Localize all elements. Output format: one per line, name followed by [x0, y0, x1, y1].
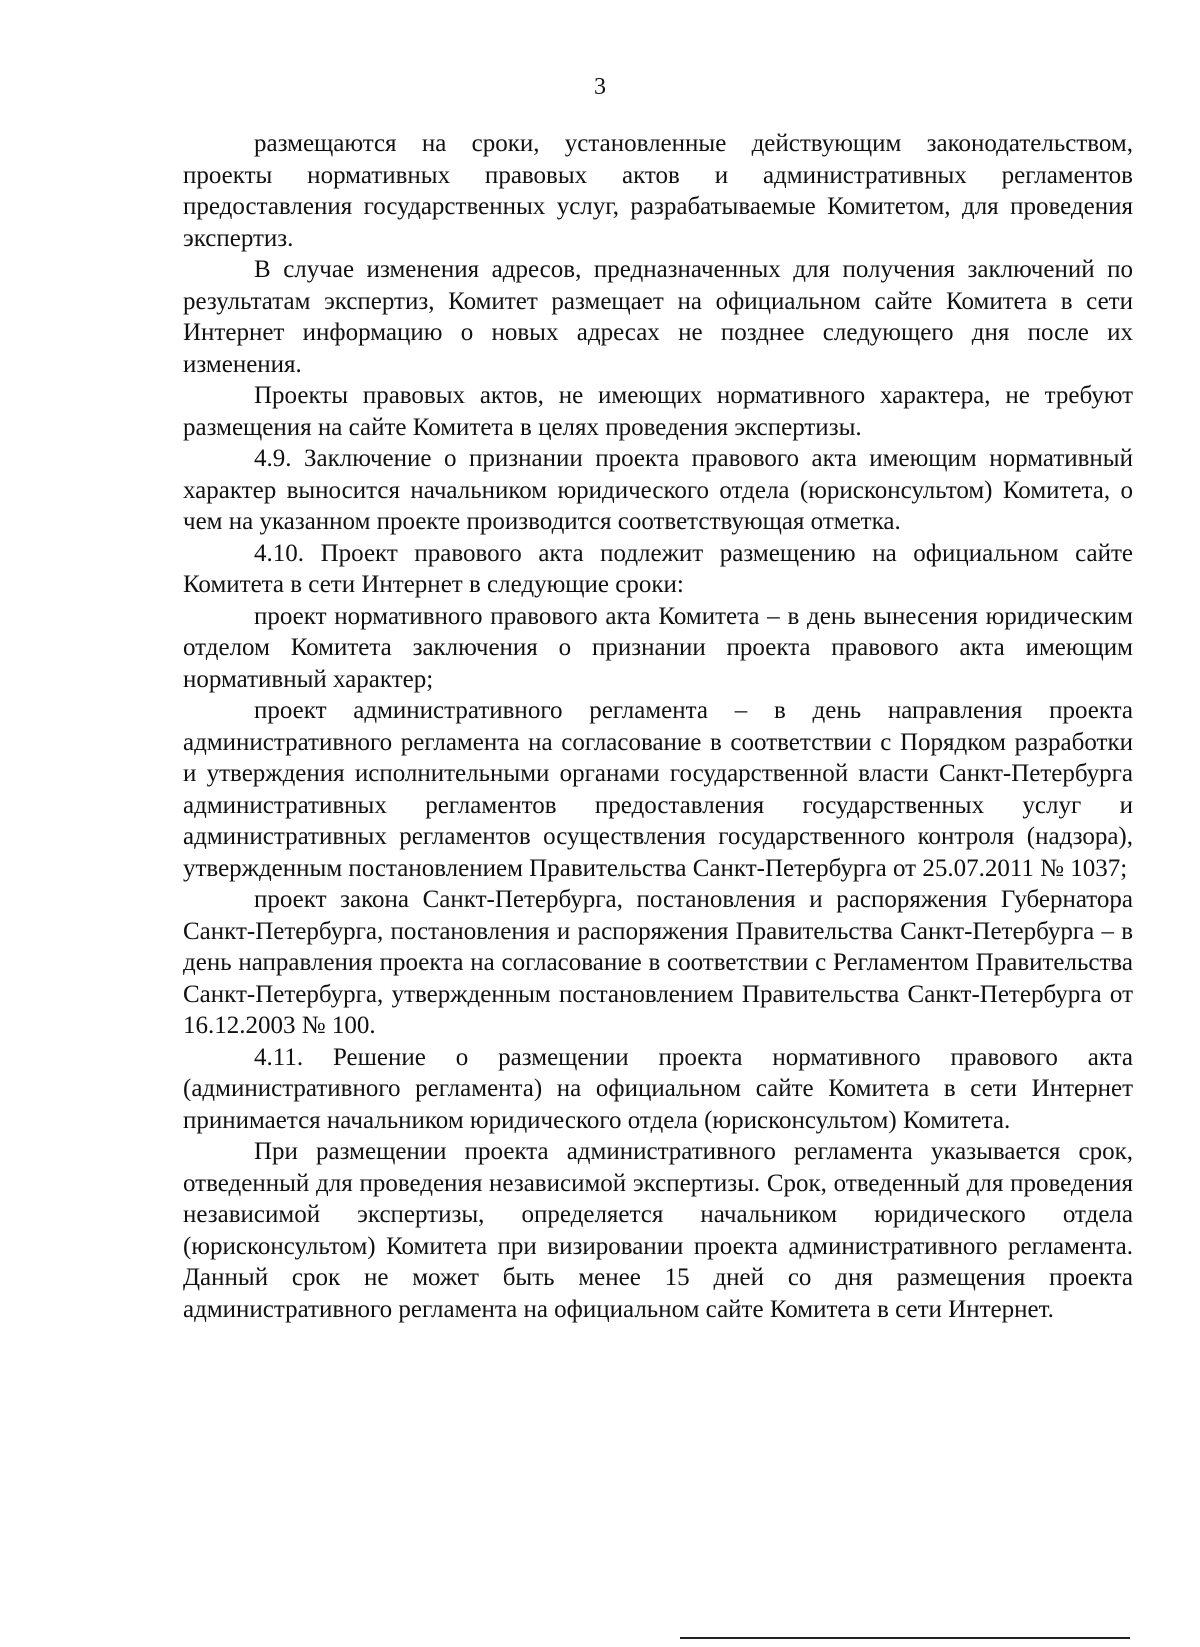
page-number: 3 [594, 74, 606, 100]
paragraph-4-9: 4.9. Заключение о признании проекта правового акта имеющим нормативный характер выносится начальником юридического отдела (юрисконсультом) Комитета, о чем на указанном проекте производится соответствующая отметка. [183, 445, 1133, 535]
paragraph-4-11: 4.11. Решение о размещении проекта нормативного правового акта (административного регламента) на официальном сайте Комитета в сети Интернет принимается начальником юридического отдела (юрисконсультом) Комитета. [183, 1043, 1133, 1134]
paragraph-admin-regulation-deadline: проект административного регламента – в день направления проекта административного регламента на согласование в соответствии с Порядком разработки и утверждения исполнительными органами государственной власти Санкт-Петербурга административных регламентов предоставления государственных услуг и административных регламентов осуществления государственного контроля (надзора), утвержденным постановлением Правительства Санкт-Петербурга от 25.07.2011 № 1037; [183, 697, 1133, 882]
paragraph-address-change: В случае изменения адресов, предназначенных для получения заключений по результатам экспертиз, Комитет размещает на официальном сайте Комитета в сети Интернет информацию о новых адресах не позднее следующего дня после их изменения. [183, 256, 1133, 378]
paragraph-4-10: 4.10. Проект правового акта подлежит размещению на официальном сайте Комитета в сети Интернет в следующие сроки: [183, 539, 1133, 598]
paragraph-non-normative-acts: Проекты правовых актов, не имеющих нормативного характера, не требуют размещения на сайте Комитета в целях проведения экспертизы. [183, 382, 1133, 441]
paragraph-law-draft-deadline: проект закона Санкт-Петербурга, постановления и распоряжения Губернатора Санкт-Петербурга, постановления и распоряжения Правительства Санкт-Петербурга – в день направления проекта на согласование в соответствии с Регламентом Правительства Санкт-Петербурга, утвержденным постановлением Правительства Санкт-Петербурга от 16.12.2003 № 100. [183, 886, 1133, 1039]
paragraph-continuation: размещаются на сроки, установленные действующим законодательством, проекты нормативных правовых актов и административных регламентов предоставления государственных услуг, разрабатываемые Комитетом, для проведения экспертиз. [183, 130, 1133, 252]
footer-rule [680, 1637, 1130, 1639]
document-body [183, 128, 1133, 1325]
paragraph-normative-act-deadline: проект нормативного правового акта Комитета – в день вынесения юридическим отделом Комитета заключения о признании проекта правового акта имеющим нормативный характер; [183, 602, 1133, 693]
paragraph-expertise-term: При размещении проекта административного регламента указывается срок, отведенный для проведения независимой экспертизы. Срок, отведенный для проведения независимой экспертизы, определяется начальником юридического отдела (юрисконсультом) Комитета при визировании проекта административного регламента. Данный срок не может быть менее 15 дней со дня размещения проекта административного регламента на официальном сайте Комитета в сети Интернет. [183, 1138, 1133, 1323]
